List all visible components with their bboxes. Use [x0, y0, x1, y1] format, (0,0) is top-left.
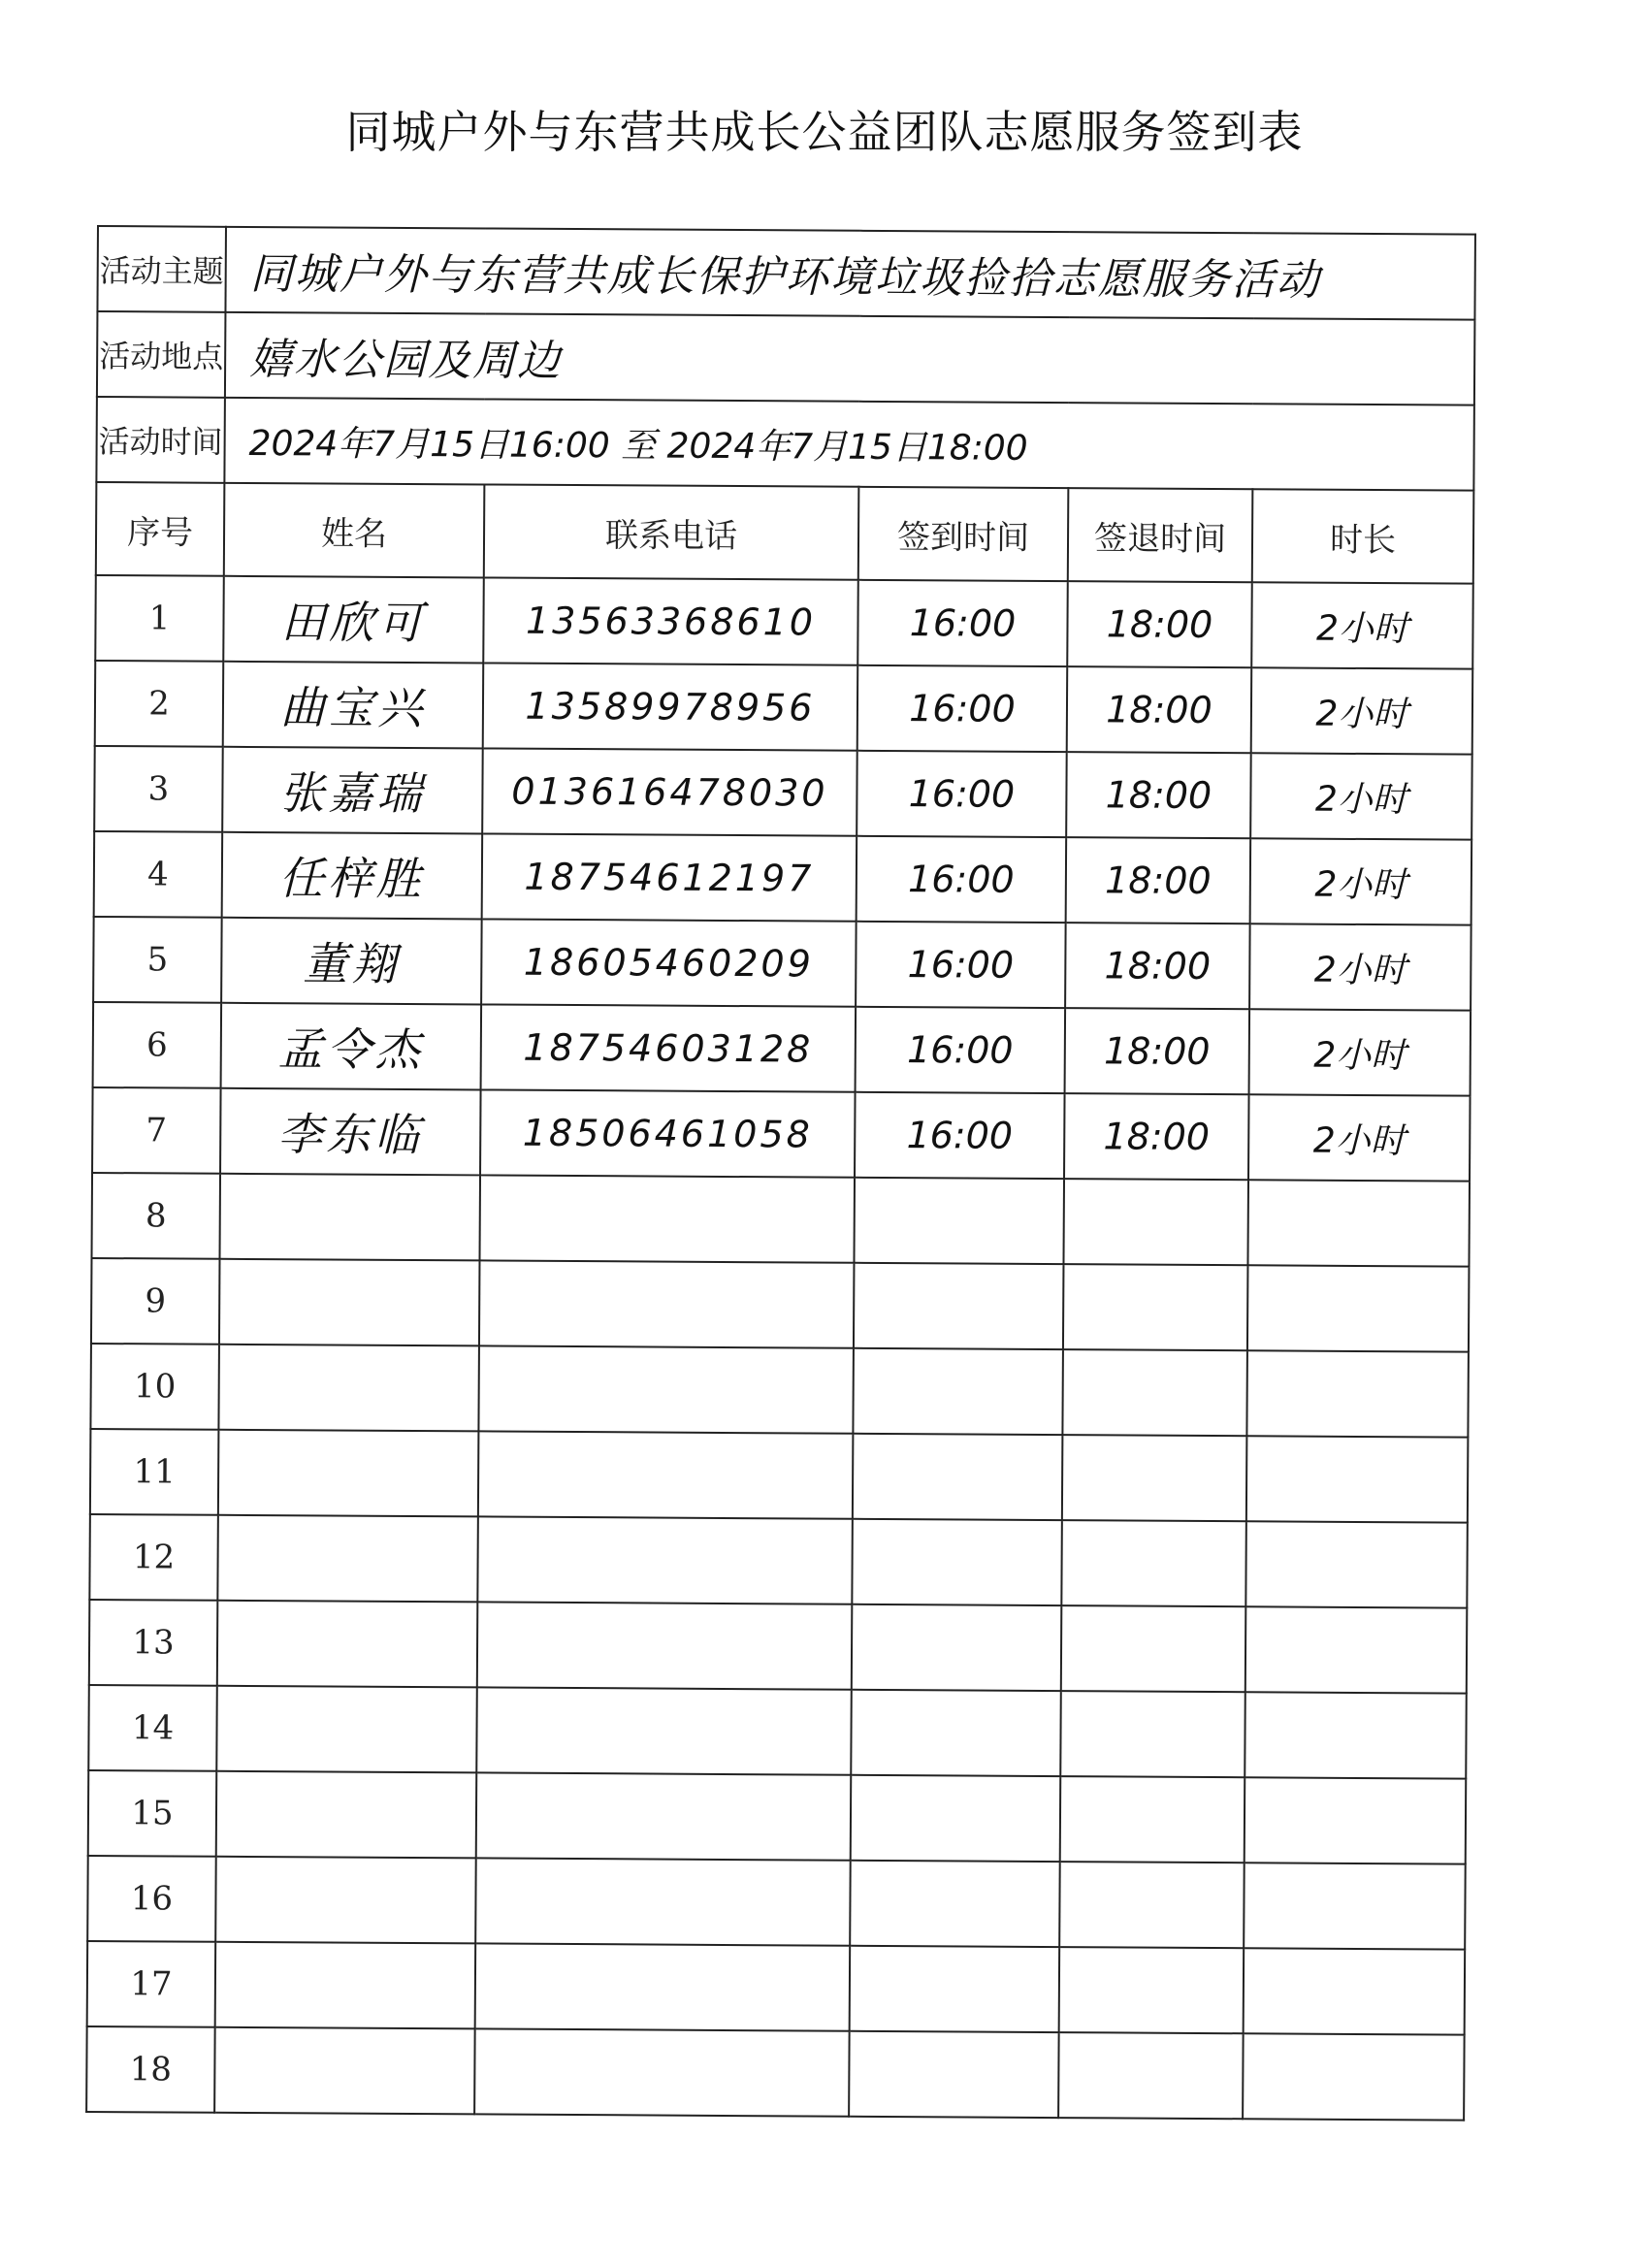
row-sign-in [853, 1434, 1063, 1520]
row-index: 18 [86, 2026, 215, 2113]
row-phone: 013616478030 [482, 748, 857, 835]
row-name [217, 1601, 478, 1688]
row-sign-in: 16:00 [857, 665, 1068, 752]
table-row [87, 1856, 1466, 1950]
row-sign-out: 18:00 [1065, 923, 1250, 1009]
row-name [219, 1259, 480, 1346]
row-index: 8 [91, 1173, 220, 1259]
row-sign-out [1060, 1691, 1245, 1777]
row-duration [1247, 1265, 1470, 1351]
row-sign-out [1061, 1520, 1246, 1606]
row-index: 9 [91, 1258, 220, 1345]
row-phone: 13589978956 [483, 663, 858, 750]
table-row [95, 661, 1473, 755]
row-sign-in: 16:00 [857, 836, 1067, 923]
row-name: 张嘉瑞 [222, 747, 483, 834]
table-row [94, 831, 1472, 925]
row-sign-out [1058, 2032, 1244, 2119]
row-phone [476, 1772, 852, 1860]
row-phone [478, 1431, 854, 1518]
row-duration [1246, 1436, 1469, 1522]
table-row [89, 1514, 1468, 1608]
table-row [94, 746, 1472, 840]
row-phone [477, 1602, 853, 1689]
row-phone [475, 1858, 851, 1945]
row-sign-in [851, 1775, 1061, 1862]
row-duration [1244, 1948, 1466, 2034]
row-phone [476, 1687, 852, 1774]
table-row [89, 1600, 1468, 1694]
row-sign-out [1059, 1947, 1245, 2033]
row-duration: 2小时 [1249, 1009, 1471, 1095]
row-index: 5 [93, 917, 222, 1003]
sign-in-sheet [85, 225, 1474, 2122]
row-name [215, 1857, 476, 1944]
row-sign-out [1060, 1776, 1245, 1863]
table-row [93, 917, 1471, 1011]
table-row [86, 2026, 1465, 2121]
row-sign-in: 16:00 [856, 922, 1066, 1008]
row-duration: 2小时 [1249, 923, 1471, 1010]
row-name: 孟令杰 [221, 1003, 482, 1090]
row-index: 7 [92, 1087, 221, 1174]
row-phone [479, 1175, 855, 1262]
header-index: 序号 [96, 482, 225, 576]
row-name [216, 1686, 477, 1773]
row-phone [475, 1943, 851, 2030]
row-index: 1 [95, 575, 224, 662]
row-sign-out: 18:00 [1066, 752, 1251, 838]
table-row [90, 1344, 1469, 1438]
row-phone [479, 1260, 855, 1347]
row-sign-out: 18:00 [1066, 837, 1251, 923]
row-index: 11 [90, 1429, 219, 1515]
table-row [88, 1770, 1467, 1864]
row-name [218, 1430, 479, 1517]
row-phone: 18605460209 [481, 919, 857, 1006]
row-duration [1244, 1863, 1466, 1949]
row-name: 李东临 [220, 1088, 481, 1176]
table-body [86, 575, 1473, 2121]
row-name: 董翔 [221, 918, 482, 1005]
row-duration [1246, 1350, 1469, 1437]
info-row-topic [97, 226, 1475, 320]
row-index: 10 [90, 1344, 219, 1430]
header-duration: 时长 [1252, 489, 1474, 583]
row-duration [1245, 1521, 1468, 1607]
sign-in-table [85, 225, 1476, 2122]
row-phone [477, 1516, 853, 1604]
row-name [219, 1174, 480, 1261]
row-index: 12 [89, 1514, 218, 1601]
row-index: 14 [88, 1685, 217, 1771]
row-duration: 2小时 [1251, 667, 1473, 754]
row-sign-out: 18:00 [1067, 581, 1252, 667]
row-duration [1245, 1606, 1468, 1693]
row-phone: 18506461058 [480, 1089, 856, 1177]
time-label: 活动时间 [96, 397, 225, 483]
row-index: 2 [95, 661, 224, 747]
row-index: 13 [89, 1600, 218, 1686]
row-sign-in [854, 1178, 1064, 1264]
row-duration [1245, 1777, 1467, 1863]
row-index: 6 [93, 1002, 222, 1088]
row-duration [1247, 1180, 1470, 1266]
table-row [95, 575, 1473, 669]
row-duration [1243, 2033, 1465, 2120]
row-name [218, 1345, 479, 1432]
row-index: 16 [87, 1856, 216, 1942]
table-row [90, 1429, 1469, 1523]
row-duration: 2小时 [1251, 582, 1473, 668]
row-index: 17 [87, 1941, 216, 2027]
header-phone: 联系电话 [484, 484, 859, 579]
row-index: 15 [88, 1770, 217, 1857]
header-name: 姓名 [224, 483, 485, 578]
row-index: 3 [94, 746, 223, 832]
row-sign-out [1063, 1179, 1248, 1265]
info-row-location [97, 311, 1475, 405]
row-duration: 2小时 [1248, 1094, 1471, 1181]
row-sign-in [852, 1604, 1062, 1691]
row-sign-in [851, 1690, 1061, 1776]
row-sign-in [850, 1946, 1060, 2032]
row-name [214, 2027, 475, 2115]
row-name: 田欣可 [223, 576, 484, 664]
table-row [87, 1941, 1466, 2035]
row-sign-out: 18:00 [1064, 1093, 1249, 1180]
row-sign-in [852, 1519, 1062, 1605]
row-name: 曲宝兴 [223, 662, 484, 749]
row-sign-in [850, 1861, 1060, 1947]
row-sign-out: 18:00 [1065, 1008, 1250, 1094]
row-sign-in: 16:00 [856, 1007, 1066, 1093]
row-sign-out [1062, 1435, 1247, 1521]
row-name [217, 1515, 478, 1603]
row-sign-out: 18:00 [1067, 666, 1252, 753]
row-sign-in: 16:00 [855, 1092, 1065, 1179]
row-sign-out [1059, 1862, 1245, 1948]
row-phone [474, 2028, 850, 2116]
row-sign-in: 16:00 [857, 580, 1068, 666]
table-row [91, 1173, 1470, 1267]
row-sign-in [853, 1348, 1063, 1435]
time-value: 2024年7月15日16:00 至 2024年7月15日18:00 [224, 398, 1474, 491]
row-phone: 18754612197 [482, 833, 857, 921]
table-row [91, 1258, 1470, 1352]
row-sign-out [1063, 1264, 1248, 1350]
topic-label: 活动主题 [97, 226, 226, 312]
row-sign-in [854, 1263, 1064, 1349]
row-sign-in [849, 2031, 1059, 2118]
header-sign-in: 签到时间 [858, 487, 1069, 581]
table-row [88, 1685, 1467, 1779]
table-row [93, 1002, 1471, 1096]
row-name [216, 1771, 477, 1859]
row-index: 4 [94, 831, 223, 918]
row-phone: 13563368610 [483, 577, 858, 664]
row-sign-in: 16:00 [857, 751, 1067, 837]
row-sign-out [1061, 1605, 1246, 1692]
location-value: 嬉水公园及周边 [225, 312, 1475, 405]
header-sign-out: 签退时间 [1068, 488, 1253, 582]
page-title: 同城户外与东营共成长公益团队志愿服务签到表 [345, 106, 1304, 158]
row-phone [478, 1345, 854, 1433]
row-duration [1245, 1692, 1467, 1778]
info-row-time [96, 397, 1474, 491]
table-row [92, 1087, 1471, 1182]
topic-value: 同城户外与东营共成长保护环境垃圾捡拾志愿服务活动 [225, 227, 1475, 320]
row-name [215, 1942, 476, 2029]
row-phone: 18754603128 [481, 1004, 857, 1091]
row-sign-out [1062, 1349, 1247, 1436]
table-header-row [96, 482, 1474, 584]
row-name: 任梓胜 [222, 832, 483, 920]
row-duration: 2小时 [1250, 753, 1472, 839]
row-duration: 2小时 [1250, 838, 1472, 924]
location-label: 活动地点 [97, 311, 226, 398]
